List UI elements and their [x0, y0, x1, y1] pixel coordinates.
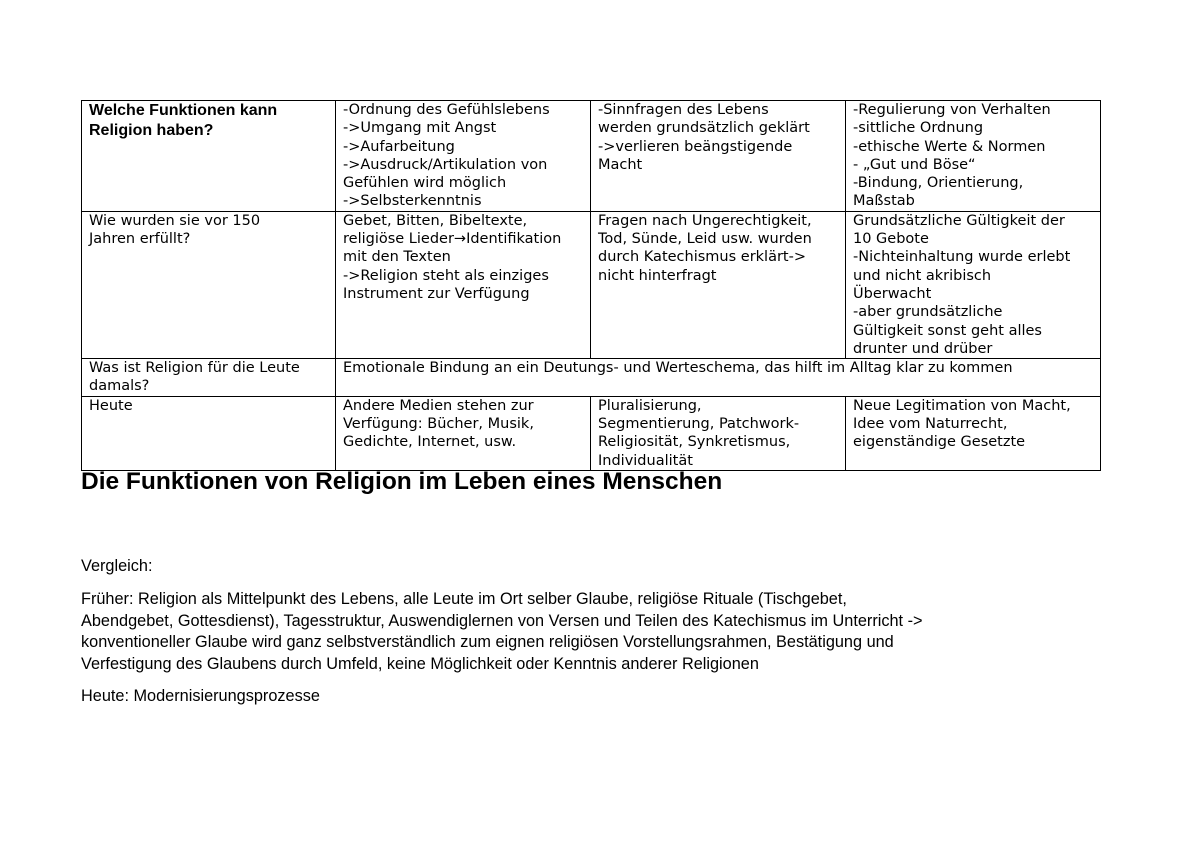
table-cell: [591, 101, 846, 212]
cell-line: ->Selbsterkenntnis: [343, 193, 482, 210]
cell-line: Maßstab: [853, 193, 915, 210]
cell-line: ->Ausdruck/Artikulation von: [343, 156, 548, 173]
table-cell: [336, 101, 591, 212]
cell-line: ->Aufarbeitung: [343, 138, 455, 155]
cell-line: -Ordnung des Gefühlslebens: [343, 102, 550, 118]
cell-line: Religiosität, Synkretismus,: [598, 434, 791, 451]
cell-line: Religion haben?: [89, 122, 214, 139]
text-line: Abendgebet, Gottesdienst), Tagesstruktur, Auswendiglernen von Versen und Teilen des Katechismus im Unterricht ->: [81, 611, 923, 630]
page-title: Die Funktionen von Religion im Leben eines Menschen: [81, 468, 723, 495]
cell-line: Überwacht: [853, 285, 932, 302]
cell-line: und nicht akribisch: [853, 267, 992, 284]
cell-line: -ethische Werte & Normen: [853, 138, 1046, 155]
cell-line: Andere Medien stehen zur: [343, 397, 534, 414]
cell-line: ->Umgang mit Angst: [343, 120, 497, 137]
table-cell: [336, 211, 591, 358]
cell-line: Welche Funktionen kann: [89, 102, 278, 119]
cell-line: -Sinnfragen des Lebens: [598, 102, 769, 118]
cell-line: drunter und drüber: [853, 340, 993, 357]
row-header-cell: [82, 359, 336, 397]
cell-line: Macht: [598, 156, 643, 173]
frueher-paragraph: [81, 589, 1111, 676]
row-header-cell: [82, 101, 336, 212]
heute-paragraph: [81, 686, 1111, 708]
table-row: [82, 359, 1101, 397]
table-cell: [846, 211, 1101, 358]
cell-line: Grundsätzliche Gültigkeit der: [853, 212, 1065, 229]
cell-line: Gefühlen wird möglich: [343, 175, 507, 192]
cell-line: Was ist Religion für die Leute: [89, 360, 300, 377]
table-row: [82, 211, 1101, 358]
text-line: Verfestigung des Glaubens durch Umfeld, keine Möglichkeit oder Kenntnis anderer Religionen: [81, 655, 759, 674]
cell-line: damals?: [89, 378, 150, 395]
cell-line: -Bindung, Orientierung,: [853, 175, 1024, 192]
text-line: Früher: Religion als Mittelpunkt des Lebens, alle Leute im Ort selber Glaube, religiöse Rituale (Tischgebet,: [81, 590, 847, 608]
cell-line: werden grundsätzlich geklärt: [598, 120, 810, 137]
text-line: Heute: Modernisierungsprozesse: [81, 687, 320, 705]
table-cell: [846, 396, 1101, 470]
cell-line: nicht hinterfragt: [598, 267, 717, 284]
row-header-cell: [82, 211, 336, 358]
cell-line: ->verlieren beängstigende: [598, 138, 793, 155]
cell-line: Neue Legitimation von Macht,: [853, 397, 1071, 414]
functions-table: [81, 100, 1101, 471]
cell-line: -Regulierung von Verhalten: [853, 102, 1051, 118]
cell-line: - „Gut und Böse“: [853, 156, 976, 173]
cell-line: Idee vom Naturrecht,: [853, 416, 1008, 433]
cell-line: Gedichte, Internet, usw.: [343, 434, 517, 451]
cell-line: 10 Gebote: [853, 231, 929, 248]
text-line: konventioneller Glaube wird ganz selbstverständlich zum eignen religiösen Vorstellungsrahmen, Bestätigung und: [81, 633, 894, 652]
cell-line: Verfügung: Bücher, Musik,: [343, 416, 534, 433]
cell-line: mit den Texten: [343, 249, 451, 266]
cell-line: Tod, Sünde, Leid usw. wurden: [598, 231, 812, 248]
cell-line: religiöse Lieder→Identifikation: [343, 231, 562, 248]
text-line: Vergleich:: [81, 557, 153, 575]
cell-line: Segmentierung, Patchwork-: [598, 416, 800, 433]
cell-line: Individualität: [598, 452, 693, 469]
cell-line: Emotionale Bindung an ein Deutungs- und Werteschema, das hilft im Alltag klar zu kommen: [343, 360, 1013, 377]
cell-line: eigenständige Gesetzte: [853, 434, 1026, 451]
cell-line: Gebet, Bitten, Bibeltexte,: [343, 212, 528, 229]
cell-line: Instrument zur Verfügung: [343, 285, 530, 302]
cell-line: -aber grundsätzliche: [853, 304, 1003, 321]
cell-line: Fragen nach Ungerechtigkeit,: [598, 212, 812, 229]
cell-line: Gültigkeit sonst geht alles: [853, 322, 1042, 339]
merged-cell: [336, 359, 1101, 397]
cell-line: Wie wurden sie vor 150: [89, 212, 261, 229]
table-cell: [336, 396, 591, 470]
cell-line: -Nichteinhaltung wurde erlebt: [853, 249, 1071, 266]
table-cell: [591, 396, 846, 470]
table-cell: [846, 101, 1101, 212]
vergleich-label: [81, 556, 1111, 578]
cell-line: Jahren erfüllt?: [89, 231, 191, 248]
cell-line: -sittliche Ordnung: [853, 120, 984, 137]
cell-line: Pluralisierung,: [598, 397, 702, 414]
table-row: [82, 101, 1101, 212]
cell-line: Heute: [89, 397, 133, 414]
cell-line: ->Religion steht als einziges: [343, 267, 549, 284]
table-cell: [591, 211, 846, 358]
table-row: [82, 396, 1101, 470]
cell-line: durch Katechismus erklärt->: [598, 249, 806, 266]
row-header-cell: [82, 396, 336, 470]
